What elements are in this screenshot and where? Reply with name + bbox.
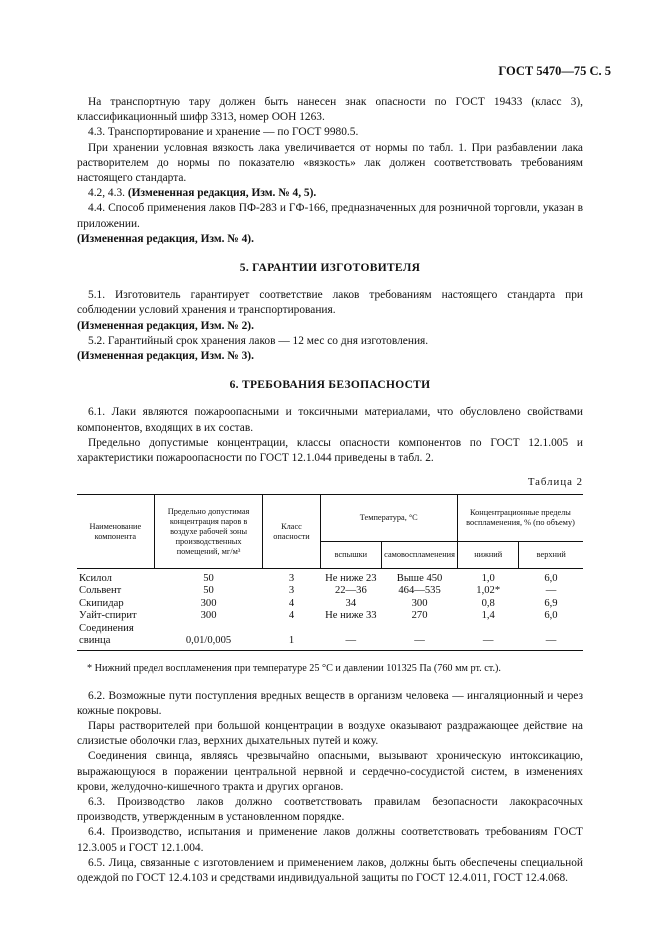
page-header: ГОСТ 5470—75 С. 5 [498,64,611,78]
amendment-note: (Измененная редакция, Изм. № 4, 5). [127,187,317,200]
cell-lower: 0,8 [481,597,495,609]
cell-pdk: 50 [203,572,214,584]
cell-name: Соединения [79,622,134,634]
table-footnote: * Нижний предел воспламенения при температуре 25 °С и давлении 101325 Па (760 мм рт. ст.). [87,663,501,675]
col-header-upper: верхний [519,542,583,569]
cell-lower: — [457,635,519,651]
cell-flash: — [320,635,382,651]
paragraph: На транспортную тару должен быть нанесен знак опасности по ГОСТ 19433 (класс 3), классификационный шифр 3313, номер ООН 1263. [77,96,583,124]
cell-upper: — [519,635,583,651]
cell-upper: — [545,585,557,597]
cell-lower: 1,0 [481,572,495,584]
amendment-note: (Измененная редакция, Изм. № 4). [77,232,254,245]
cell-lower [457,623,519,635]
table-row [77,585,583,597]
paragraph: Предельно допустимые концентрации, классы опасности компонентов по ГОСТ 12.1.005 и характеристики пожароопасности по ГОСТ 12.1.044 приведены в табл. 2. [77,436,583,465]
paragraph: Пары растворителей при большой концентрации в воздухе оказывают раздражающее действие на слизистые оболочки глаз, верхних дыхательных путей и кожу. [77,720,583,748]
table-row [77,610,583,622]
cell-name: свинца [77,635,154,651]
document-body [77,95,583,886]
table-caption: Таблица 2 [527,476,583,489]
cell-lower: 1,4 [481,610,495,622]
hazard-table [77,494,583,651]
paragraph: 6.3. Производство лаков должно соответствовать правилам безопасности лакокрасочных производств, утвержденным в установленном порядке. [77,796,583,824]
cell-pdk [154,623,263,635]
cell-name: Скипидар [79,597,124,609]
col-header-autoign: самовоспламенения [382,542,458,569]
paragraph [77,186,583,201]
cell-pdk: 50 [203,585,214,597]
paragraph: Соединения свинца, являясь чрезвычайно опасными, вызывают хроническую интоксикацию, выражающуюся в поражении центральной нервной и сердечно-сосудистой систем, в изменениях крови, желудочно-кишечного тракта и других органов. [77,750,583,793]
cell-class: 4 [288,597,295,609]
cell-class: 3 [288,572,295,584]
cell-flash: Не ниже 23 [325,572,377,584]
col-header-pdk: Предельно допустимая концентрация паров в воздухе рабочей зоны производственных помещений, мг/м³ [154,495,263,569]
cell-pdk: 300 [200,597,217,609]
cell-name: Уайт-спирит [79,610,137,622]
table-row [77,598,583,610]
paragraph: При хранении условная вязкость лака увеличивается от нормы по табл. 1. При разбавлении лака растворителем до нормы по показателю «вязкость» лак должен соответствовать требованиям настоящего стандарта. [77,141,583,185]
paragraph: 6.5. Лица, связанные с изготовлением и применением лаков, должны быть обеспечены специальной одеждой по ГОСТ 12.4.103 и средствами индивидуальной защиты по ГОСТ 12.4.011, ГОСТ 12.4.068. [77,856,583,885]
clause-ref: 4.2, 4.3. [88,187,126,200]
cell-class: 1 [263,635,320,651]
table-row [77,635,583,651]
cell-pdk: 0,01/0,005 [154,635,263,651]
cell-class: 4 [288,610,295,622]
cell-class: 3 [288,585,295,597]
col-header-limits: Концентрационные пределы воспламенения, % (по объему) [457,495,583,542]
cell-auto: — [382,635,458,651]
cell-upper: 6,0 [544,610,558,622]
table-row [77,573,583,585]
cell-flash: Не ниже 33 [325,610,377,622]
cell-auto: 270 [411,610,428,622]
cell-auto: 300 [411,597,428,609]
paragraph: 5.1. Изготовитель гарантирует соответствие лаков требованиям настоящего стандарта при соблюдении условий хранения и транспортирования. [77,289,583,317]
col-header-class: Класс опасности [263,495,320,569]
section-title: 6. ТРЕБОВАНИЯ БЕЗОПАСНОСТИ [229,379,431,392]
cell-upper: 6,9 [544,597,558,609]
cell-lower: 1,02* [476,585,501,597]
cell-flash [320,623,382,635]
cell-flash: 34 [345,597,357,609]
cell-name: Ксилол [79,572,112,584]
paragraph: 4.3. Транспортирование и хранение — по ГОСТ 9980.5. [88,126,359,139]
col-header-name: Наименование компонента [77,495,154,569]
cell-auto [382,623,458,635]
cell-auto: Выше 450 [396,572,443,584]
cell-class [263,623,320,635]
cell-upper: 6,0 [544,572,558,584]
paragraph: 5.2. Гарантийный срок хранения лаков — 12 мес со дня изготовления. [88,334,429,347]
col-header-flash: вспышки [320,542,382,569]
paragraph: 6.2. Возможные пути поступления вредных веществ в организм человека — ингаляционный и через кожные покровы. [77,689,583,717]
paragraph: 4.4. Способ применения лаков ПФ-283 и ГФ-166, предназначенных для розничной торговли, указан в приложении. [77,202,583,230]
paragraph: 6.4. Производство, испытания и применение лаков должны соответствовать требованиям ГОСТ 12.3.005 и ГОСТ 12.1.004. [77,826,583,854]
cell-auto: 464—535 [398,585,441,597]
col-header-lower: нижний [457,542,519,569]
amendment-note: (Измененная редакция, Изм. № 2). [77,319,254,332]
cell-upper [519,623,583,635]
table-row [77,623,583,635]
section-title: 5. ГАРАНТИИ ИЗГОТОВИТЕЛЯ [239,262,421,275]
amendment-note: (Измененная редакция, Изм. № 3). [77,350,254,363]
cell-flash: 22—36 [334,585,367,597]
cell-name: Сольвент [79,585,122,597]
col-header-temp: Температура, °С [320,495,457,542]
paragraph: 6.1. Лаки являются пожароопасными и токсичными материалами, что обусловлено свойствами компонентов, входящих в их состав. [77,406,583,434]
cell-pdk: 300 [200,610,217,622]
